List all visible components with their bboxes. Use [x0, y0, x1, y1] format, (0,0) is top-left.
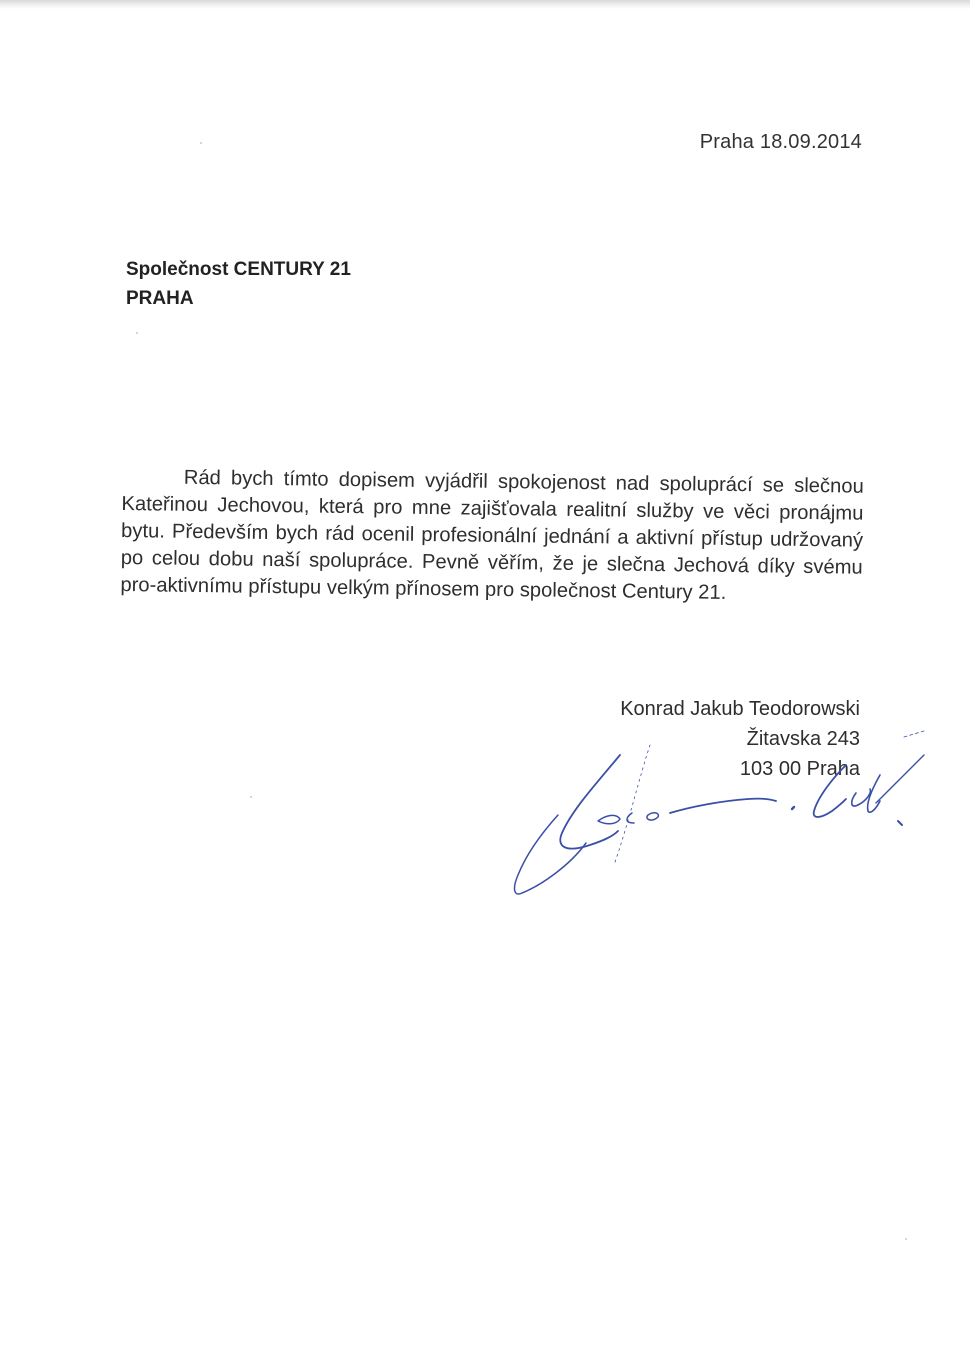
- handwritten-signature: [500, 715, 940, 905]
- scan-speck: [136, 332, 138, 334]
- scan-speck: [905, 1238, 907, 1240]
- recipient-company: Společnost CENTURY 21: [126, 259, 351, 280]
- scan-edge: [0, 0, 970, 9]
- letter-body: Rád bych tímto dopisem vyjádřil spokojenost nad spoluprácí se slečnou Kateřinou Jechovou, která pro mne zajišťovala realitní služby ve věci pronájmu bytu. Především bych rád ocenil profesionální jednání a aktivní přístup udržovaný po celou dobu naší spolupráce. Pevně věřím, že je slečna Jechová díky svému pro-aktivnímu přístupu velkým přínosem pro společnost Century 21.: [120, 466, 864, 604]
- recipient-block: [126, 255, 351, 313]
- recipient-city: PRAHA: [126, 288, 194, 309]
- letter-date: Praha 18.09.2014: [699, 131, 862, 153]
- scan-speck: [200, 142, 202, 144]
- sender-name: Konrad Jakub Teodorowski: [620, 698, 860, 720]
- sender-city: 103 00 Praha: [739, 758, 860, 780]
- scan-speck: [250, 796, 252, 798]
- sender-street: Žitavska 243: [746, 728, 860, 750]
